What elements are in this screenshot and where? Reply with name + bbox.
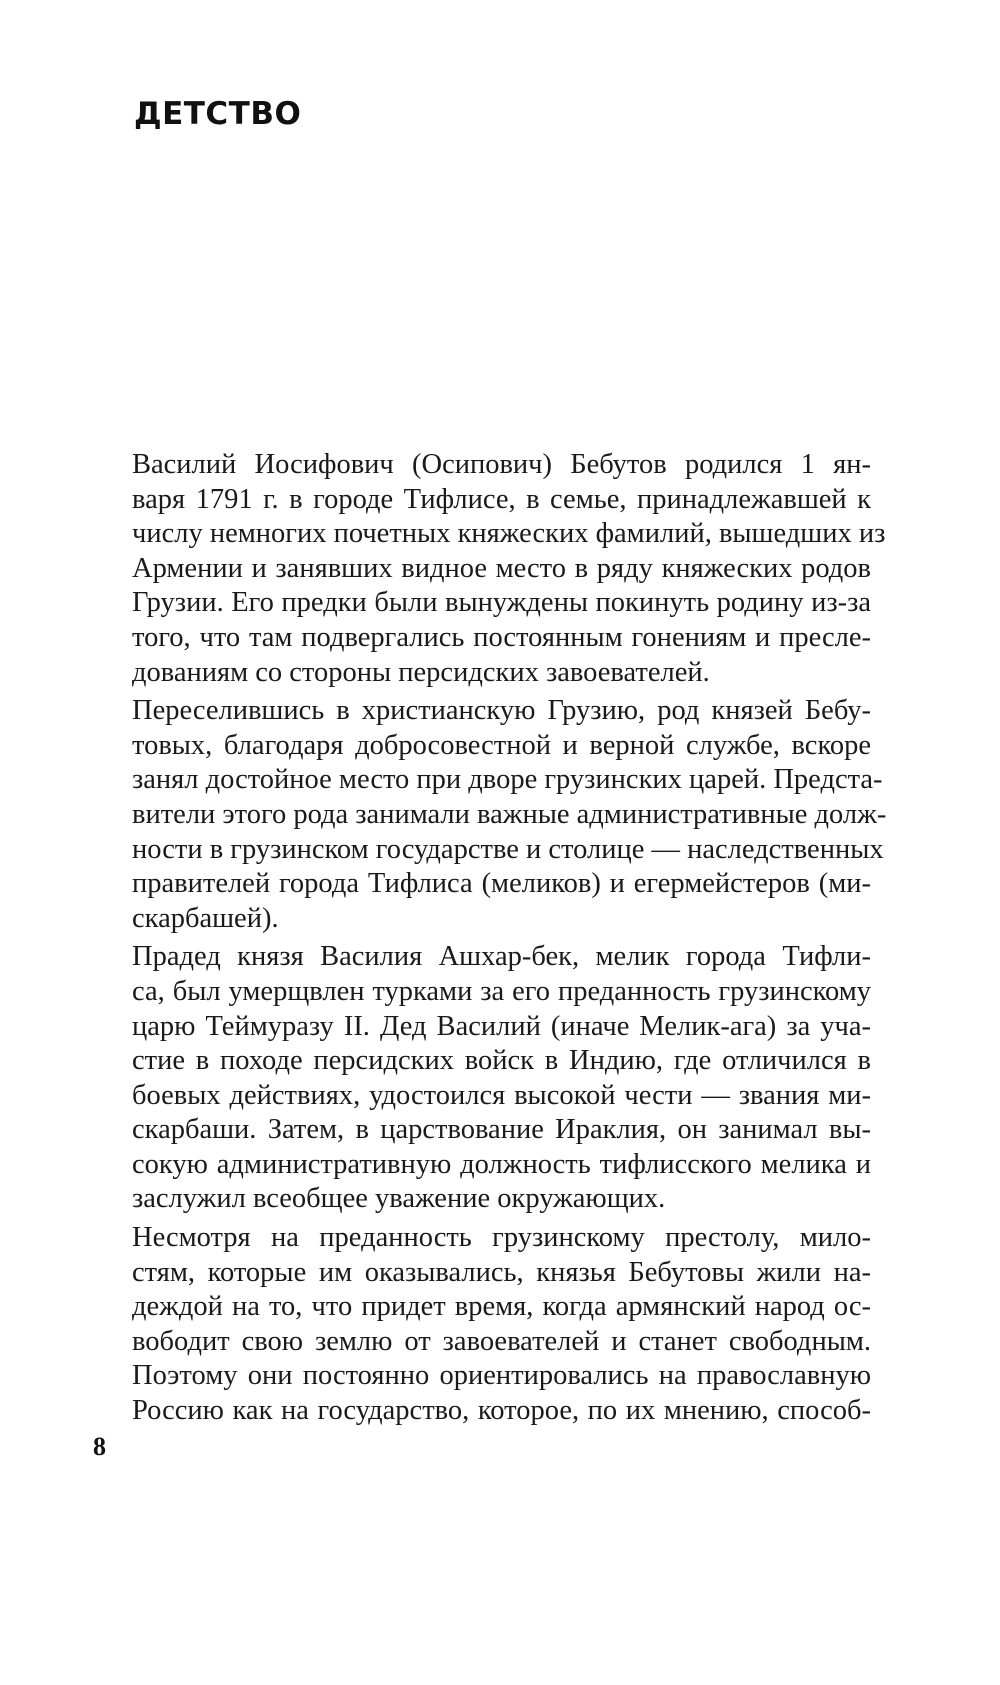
text-line: са, был умерщвлен турками за его преданность грузинскому	[132, 975, 871, 1007]
page-number: 8	[93, 1432, 106, 1461]
text-line: варя 1791 г. в городе Тифлисе, в семье, принадлежавшей к	[132, 483, 871, 515]
text-line: стие в походе персидских войск в Индию, где отличился в	[132, 1045, 871, 1077]
text-line: скарбашей).	[132, 902, 279, 934]
text-line: Поэтому они постоянно ориентировались на православную	[132, 1360, 871, 1392]
text-line: деждой на то, что придет время, когда армянский народ ос-	[132, 1291, 871, 1323]
text-line: сокую административную должность тифлисского мелика и	[132, 1148, 871, 1180]
paragraph-4	[96, 1221, 871, 1429]
text-line: ности в грузинском государстве и столице — наследственных	[132, 833, 884, 865]
text-line: Грузии. Его предки были вынуждены покинуть родину из-за	[132, 587, 871, 619]
paragraph-1	[96, 448, 886, 690]
text-line: Прадед князя Василия Ашхар-бек, мелик города Тифли-	[132, 941, 871, 973]
text-line: скарбаши. Затем, в царствование Ираклия, он занимал вы-	[132, 1114, 871, 1146]
text-line: вители этого рода занимали важные административные долж-	[132, 798, 887, 830]
text-line: правителей города Тифлиса (меликов) и егермейстеров (ми-	[132, 868, 871, 900]
text-line: дованиям со стороны персидских завоевателей.	[132, 656, 710, 688]
text-line: Переселившись в христианскую Грузию, род князей Бебу-	[132, 695, 871, 727]
paragraph-3	[96, 940, 871, 1217]
body-text	[96, 448, 887, 1433]
text-line: Несмотря на преданность грузинскому престолу, мило-	[132, 1222, 871, 1254]
text-line: Армении и занявших видное место в ряду княжеских родов	[132, 552, 871, 584]
chapter-title: ДЕТСТВО	[134, 96, 302, 132]
text-line: того, что там подвергались постоянным гонениям и пресле-	[132, 621, 871, 653]
text-line: товых, благодаря добросовестной и верной службе, вскоре	[132, 729, 871, 761]
text-line: царю Теймуразу II. Дед Василий (иначе Мелик-ага) за уча-	[132, 1010, 871, 1042]
text-line: заслужил всеобщее уважение окружающих.	[132, 1183, 666, 1215]
text-line: боевых действиях, удостоился высокой чести — звания ми-	[132, 1079, 871, 1111]
paragraph-2	[96, 694, 887, 936]
text-line: Василий Иосифович (Осипович) Бебутов родился 1 ян-	[132, 449, 871, 480]
text-line: стям, которые им оказывались, князья Бебутовы жили на-	[132, 1256, 871, 1288]
text-line: числу немногих почетных княжеских фамилий, вышедших из	[132, 518, 886, 550]
text-line: вободит свою землю от завоевателей и станет свободным.	[132, 1325, 871, 1357]
text-line: Россию как на государство, которое, по их мнению, способ-	[132, 1395, 871, 1427]
text-line: занял достойное место при дворе грузинских царей. Предста-	[132, 764, 883, 796]
